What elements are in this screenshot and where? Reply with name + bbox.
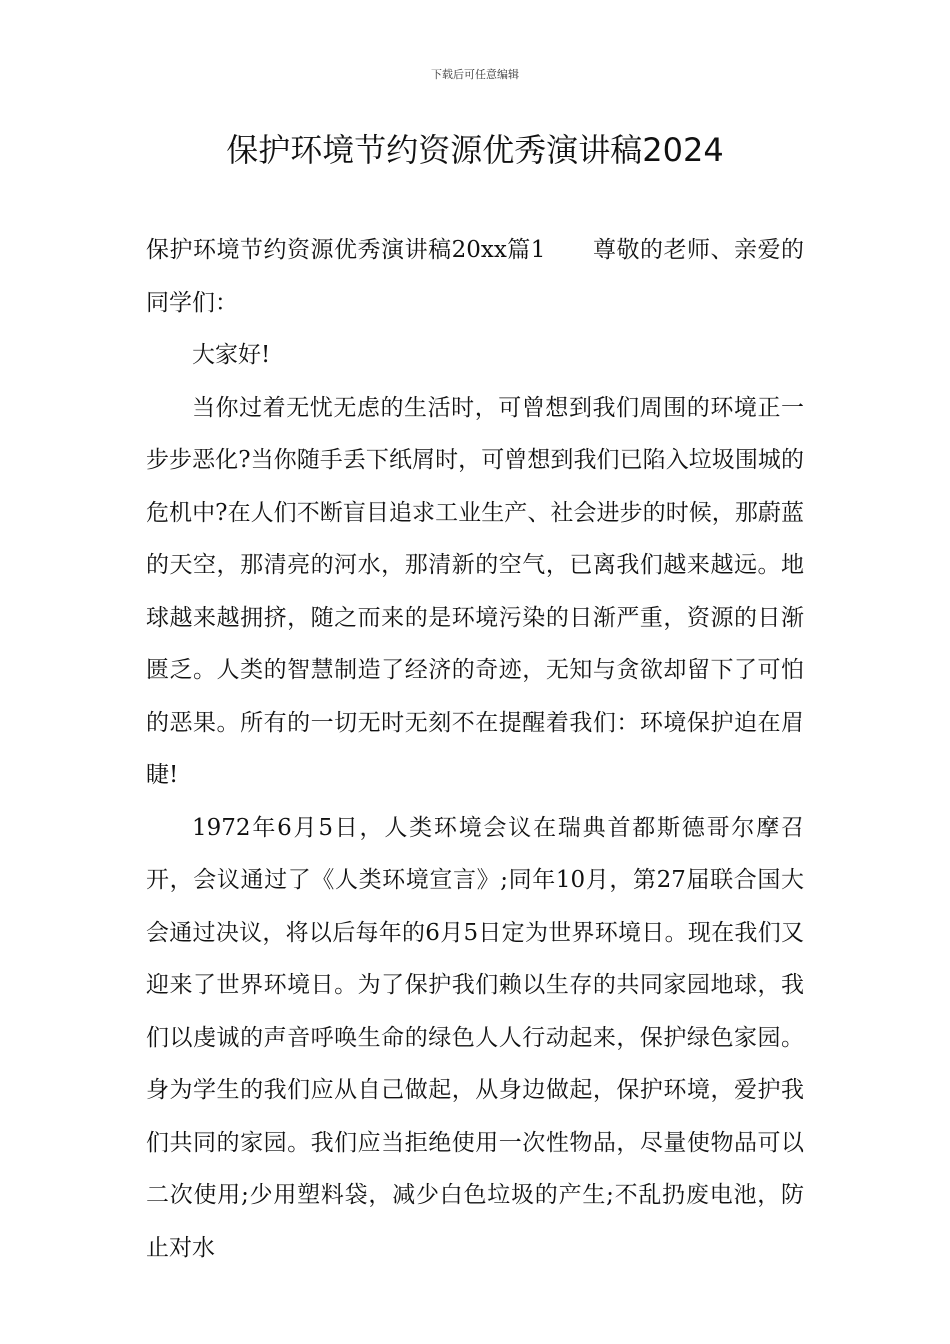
header-note: 下载后可任意编辑 — [431, 68, 519, 81]
document-title: 保护环境节约资源优秀演讲稿2024 — [226, 131, 724, 169]
paragraph-intro: 保护环境节约资源优秀演讲稿20xx篇1 尊敬的老师、亲爱的同学们： — [146, 237, 804, 316]
document-body — [146, 224, 804, 1274]
paragraph-greeting: 大家好! — [192, 342, 271, 368]
paragraph-body-1: 当你过着无忧无虑的生活时，可曾想到我们周围的环境正一步步恶化?当你随手丢下纸屑时，可曾想到我们已陷入垃圾围城的危机中?在人们不断盲目追求工业生产、社会进步的时候，那蔚蓝的天空，那清亮的河水，那清新的空气，已离我们越来越远。地球越来越拥挤，随之而来的是环境污染的日渐严重，资源的日渐匮乏。人类的智慧制造了经济的奇迹，无知与贪欲却留下了可怕的恶果。所有的一切无时无刻不在提醒着我们：环境保护迫在眉睫! — [146, 394, 804, 788]
paragraph-body-2: 1972年6月5日，人类环境会议在瑞典首都斯德哥尔摩召开，会议通过了《人类环境宣言》;同年10月，第27届联合国大会通过决议，将以后每年的6月5日定为世界环境日。现在我们又迎来了世界环境日。为了保护我们赖以生存的共同家园地球，我们以虔诚的声音呼唤生命的绿色人人行动起来，保护绿色家园。身为学生的我们应从自己做起，从身边做起，保护环境，爱护我们共同的家园。我们应当拒绝使用一次性物品，尽量使物品可以二次使用;少用塑料袋，减少白色垃圾的产生;不乱扔废电池，防止对水 — [146, 814, 804, 1261]
